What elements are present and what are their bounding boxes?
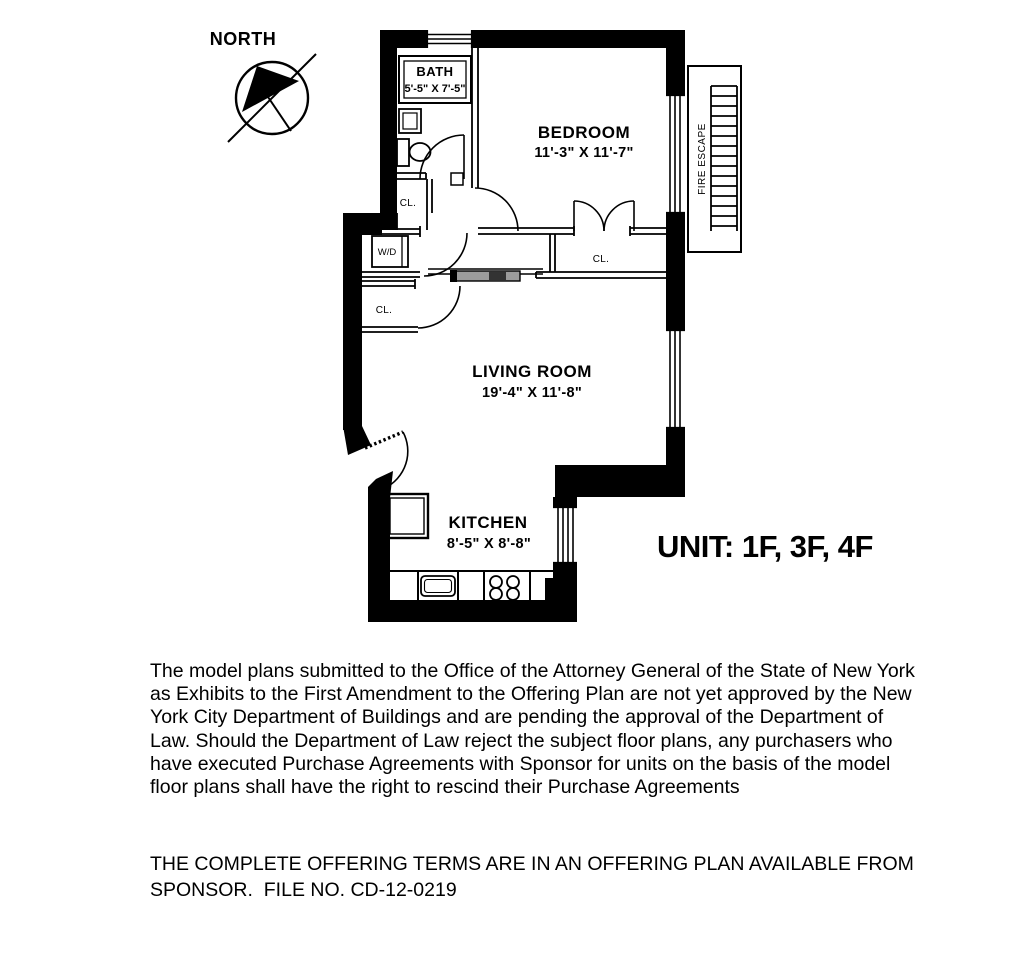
bathroom xyxy=(397,48,478,188)
disclaimer-paragraph: The model plans submitted to the Office of the Attorney General of the State of New York as Exhibits to the First Amendment to the Offering Plan are not yet approved by the New York City Department of Buildings and are pending the approval of the Department of Law. Should the Department of Law reject the subject floor plans, any purchasers who have executed Purchase Agreements with Sponsor for units on the basis of the model floor plans shall have the right to rescind their Purchase Agreements xyxy=(150,660,915,799)
bath-window-icon xyxy=(427,30,472,48)
bedroom-door-arc xyxy=(475,188,518,231)
living-room-label: LIVING ROOM xyxy=(472,362,592,381)
washer-dryer-label: W/D xyxy=(377,247,397,258)
unit-label: UNIT: 1F, 3F, 4F xyxy=(657,529,873,564)
living-room-window-icon xyxy=(666,330,685,428)
kitchen-counter xyxy=(390,571,553,600)
north-label: NORTH xyxy=(209,29,277,49)
north-arrow-icon xyxy=(210,29,316,142)
exterior-walls xyxy=(343,30,685,622)
bedroom-closet-label: CL. xyxy=(592,254,610,265)
hall-closet-door-arc xyxy=(418,286,460,328)
living-room-dims: 19'-4" X 11'-8" xyxy=(481,385,583,401)
offering-terms-paragraph: THE COMPLETE OFFERING TERMS ARE IN AN OFFERING PLAN AVAILABLE FROM SPONSOR. FILE NO. CD-12-0219 xyxy=(150,853,920,901)
hall-closet xyxy=(353,279,460,332)
kitchen-dims: 8'-5" X 8'-8" xyxy=(446,536,532,552)
door-jamb xyxy=(451,173,463,185)
hall-closet-label: CL. xyxy=(375,305,393,316)
bath-room-dims: 5'-5" X 7'-5" xyxy=(404,83,466,95)
kitchen-window-icon xyxy=(553,507,577,563)
fire-escape xyxy=(688,66,741,252)
bedroom-label: BEDROOM xyxy=(537,123,631,142)
bath-sink-icon xyxy=(399,109,421,133)
bath-closet xyxy=(397,179,432,230)
fire-escape-label: FIRE ESCAPE xyxy=(697,123,708,195)
entry-door-leaf xyxy=(365,432,403,448)
bedroom-dims: 11'-3" X 11'-7" xyxy=(534,145,634,161)
toilet-icon xyxy=(397,139,431,166)
bedroom-partitions xyxy=(475,188,666,236)
bath-room-label: BATH xyxy=(416,64,454,79)
kitchen-label: KITCHEN xyxy=(448,513,528,532)
bedroom-closet xyxy=(536,201,666,278)
stove-icon xyxy=(490,576,519,600)
refrigerator-icon xyxy=(386,494,428,538)
bath-closet-label: CL. xyxy=(399,198,417,209)
kitchen-sink-icon xyxy=(421,576,455,596)
bedroom-window-icon xyxy=(666,95,685,213)
closet-double-doors-arc xyxy=(574,201,634,231)
